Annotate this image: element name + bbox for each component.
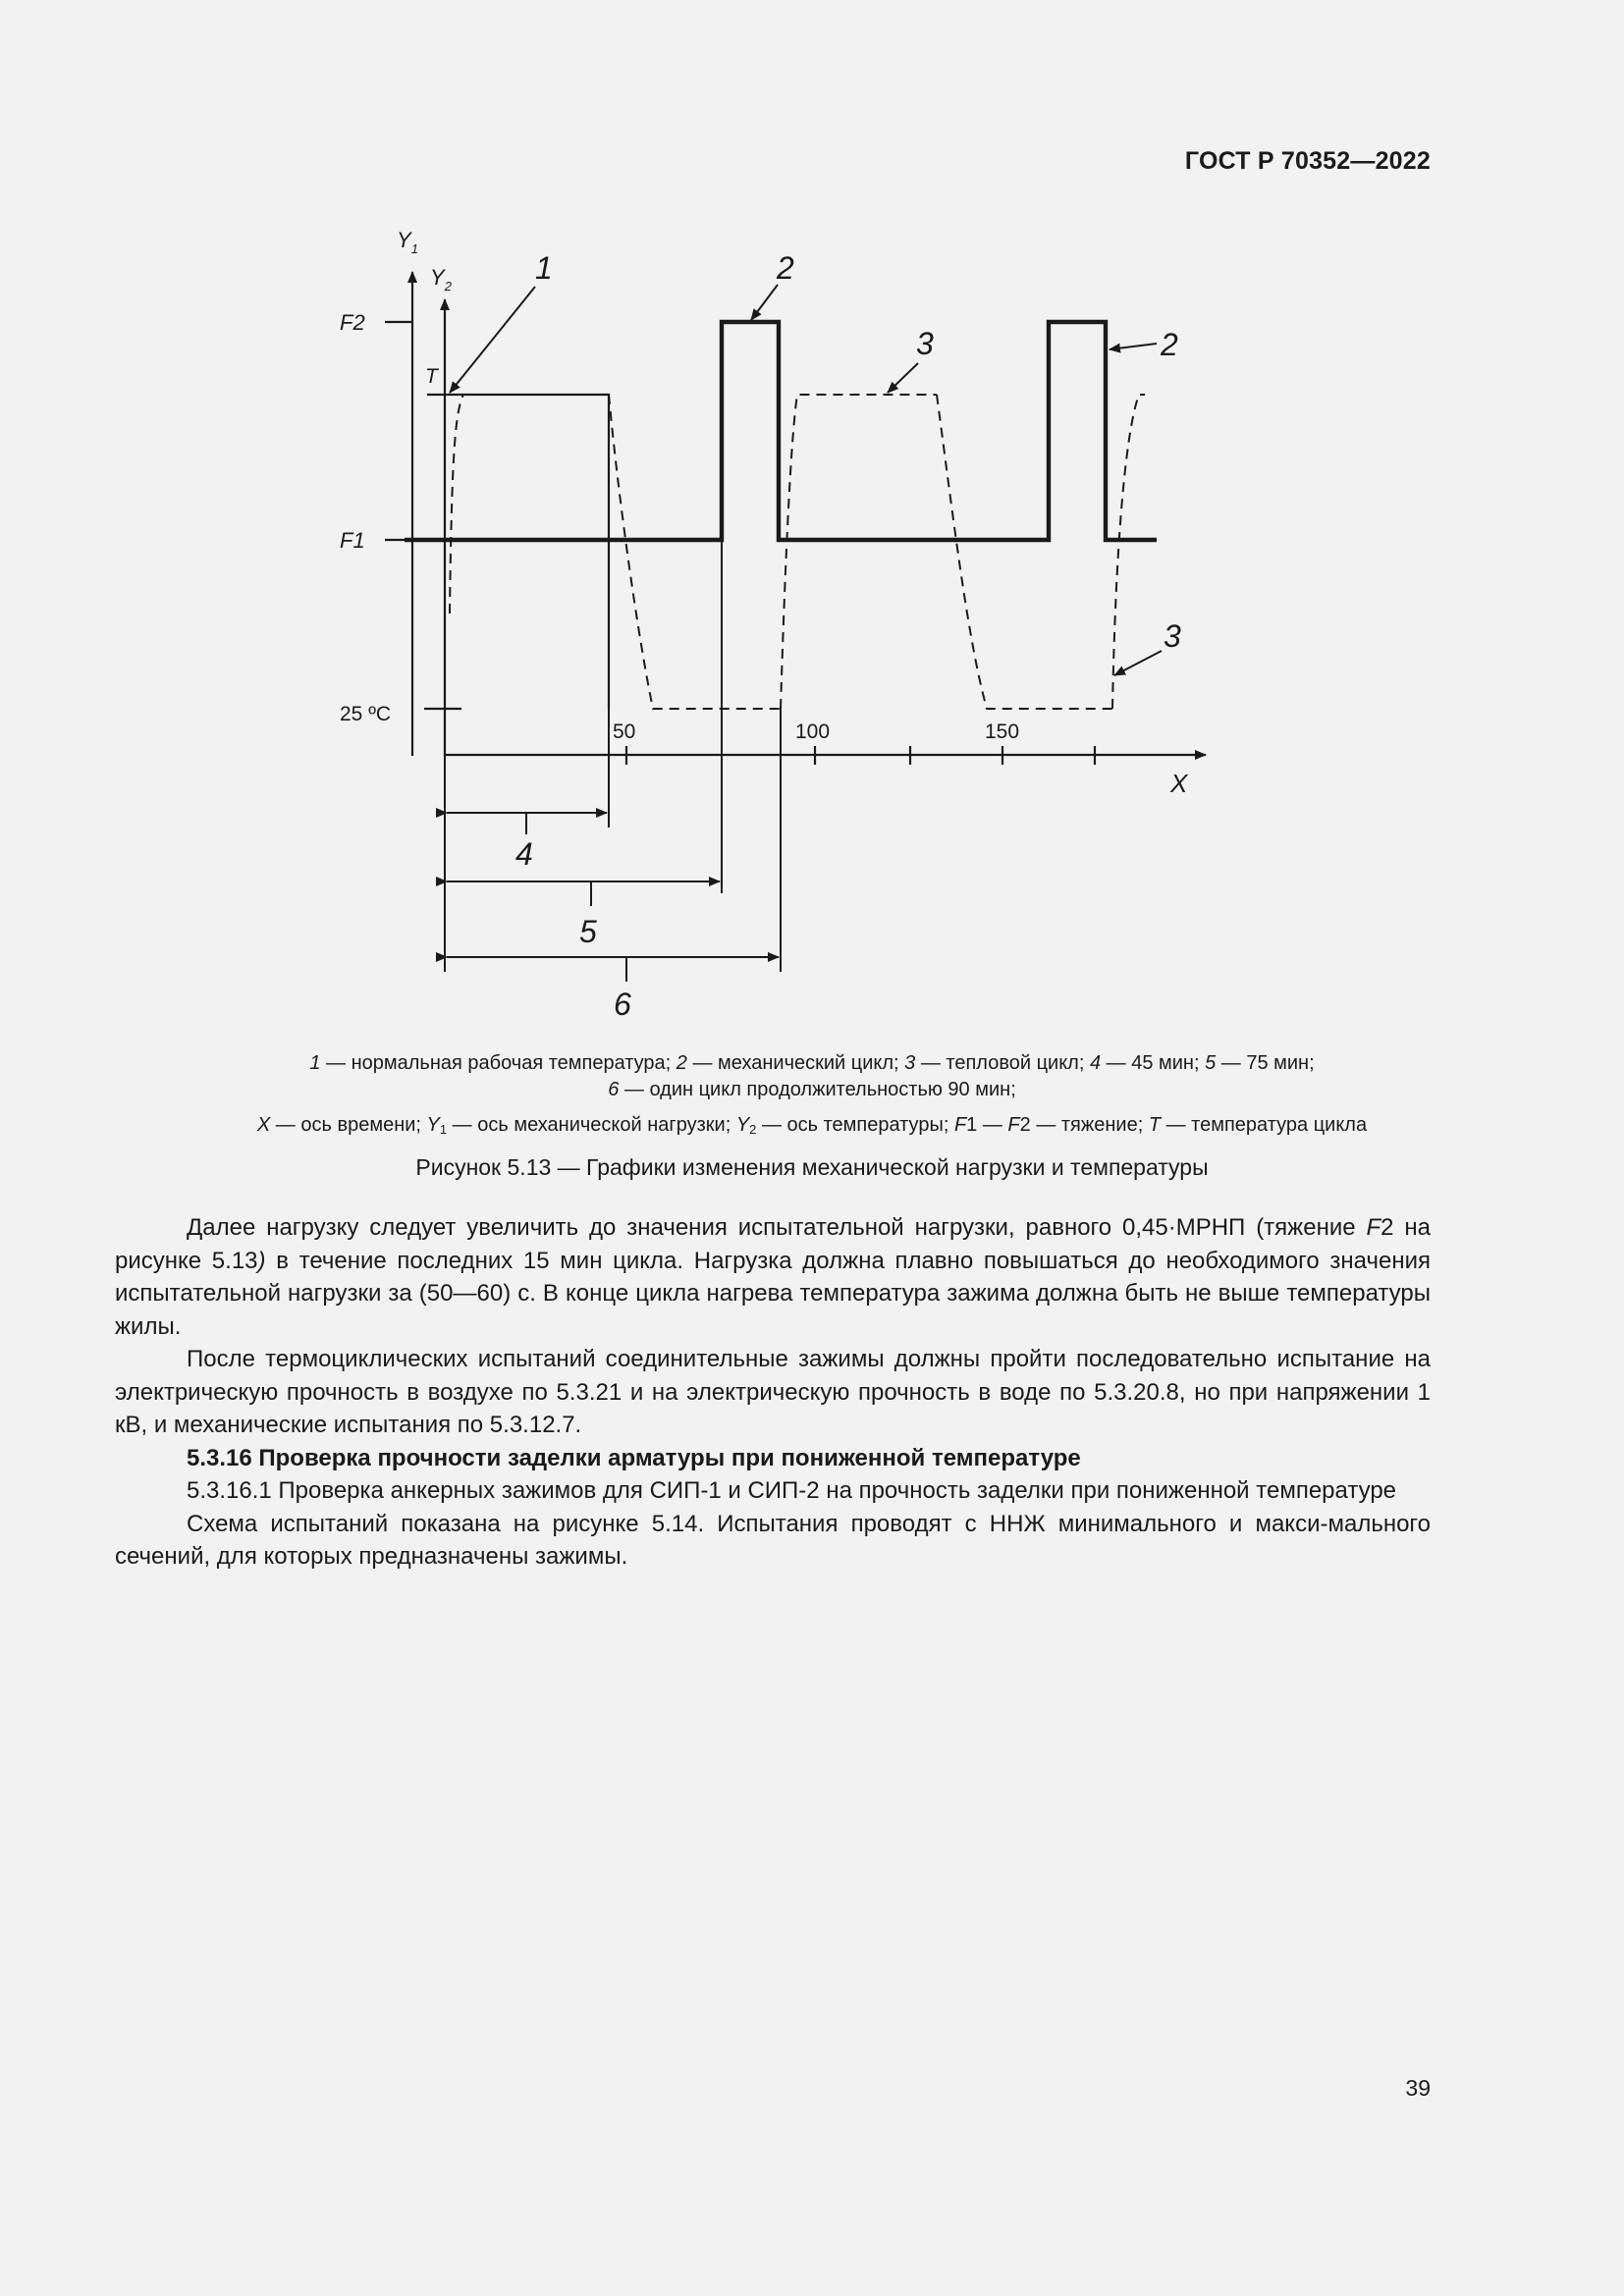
- working-temperature-line: [445, 395, 609, 709]
- paragraph-load-increase: Далее нагрузку следует увеличить до значения испытательной нагрузки, равного 0,45·МРНП (тяжение F2 на рисунке 5.13) в течение последних 15 мин цикла. Нагрузка должна плавно повышаться до необходимого значения испытательной нагрузки за (50—60) с. В конце цикла нагрева температура зажима должна быть не выше температуры жилы.: [115, 1214, 1431, 1340]
- callout-2a-label: 2: [777, 250, 794, 286]
- figure-legend-line-1: 1 — нормальная рабочая температура; 2 — механический цикл; 3 — тепловой цикл; 4 — 45 мин; 5 — 75 мин;: [309, 1052, 1315, 1074]
- tick-label-100: 100: [795, 721, 831, 743]
- y2-axis-label: $Y_2$: [430, 265, 452, 294]
- callout-3a-leader: [888, 363, 918, 393]
- callout-3b-label: 3: [1164, 618, 1181, 654]
- dimension-6: [447, 957, 779, 982]
- dimension-5-label: 5: [579, 914, 597, 949]
- section-heading-5-3-16: 5.3.16 Проверка прочности заделки арматуры при пониженной температуре: [187, 1444, 1081, 1471]
- paragraph-test-scheme: Схема испытаний показана на рисунке 5.14. Испытания проводят с ННЖ минимального и макси-мального сечений, для которых предназначены зажимы.: [115, 1510, 1431, 1570]
- callout-2b-label: 2: [1161, 327, 1178, 362]
- dimension-4-label: 4: [515, 836, 533, 872]
- y1-axis-label: $Y_1$: [397, 228, 418, 256]
- callout-1-leader: [450, 287, 535, 393]
- level-label-f1: F1: [340, 528, 365, 553]
- level-ticks: [385, 322, 461, 709]
- level-label-t: T: [425, 365, 438, 388]
- page-number: 39: [1405, 2075, 1431, 2101]
- dimension-4: [447, 813, 607, 834]
- body-text: [115, 1211, 1431, 1574]
- level-label-f2: F2: [340, 310, 365, 335]
- callout-3b-leader: [1114, 651, 1162, 675]
- figure-legend-line-3: X — ось времени; $Y_1$ — ось механической нагрузки; $Y_2$ — ось температуры; F1 — F2 — тяжение; T — температура цикла: [256, 1114, 1368, 1137]
- callout-2b-leader: [1110, 344, 1157, 349]
- dimension-5: [447, 881, 720, 906]
- tick-label-150: 150: [985, 721, 1020, 743]
- callout-3a-label: 3: [916, 326, 934, 361]
- mechanical-cycle-line: [405, 322, 1157, 540]
- figure-caption: Рисунок 5.13 — Графики изменения механической нагрузки и температуры: [415, 1154, 1209, 1180]
- document-header: ГОСТ Р 70352—2022: [1184, 147, 1431, 175]
- callout-2a-leader: [751, 285, 778, 320]
- load-temperature-diagram: [0, 0, 1624, 1041]
- level-label-25c: 25 ºC: [340, 703, 392, 725]
- paragraph-5-3-16-1: 5.3.16.1 Проверка анкерных зажимов для СИП-1 и СИП-2 на прочность заделки при пониженной температуре: [187, 1477, 1397, 1504]
- x-axis-label: X: [1170, 769, 1188, 798]
- figure-legend-line-2: 6 — один цикл продолжительностью 90 мин;: [608, 1079, 1016, 1100]
- paragraph-after-thermocycling: После термоциклических испытаний соединительные зажимы должны пройти последовательно испытание на электрическую прочность в воздухе по 5.3.21 и на электрическую прочность в воде по 5.3.20.8, но при напряжении 1 кВ, и механические испытания по 5.3.12.7.: [115, 1346, 1431, 1438]
- callout-1-label: 1: [535, 250, 553, 286]
- tick-label-50: 50: [613, 721, 636, 743]
- dimension-6-label: 6: [614, 987, 631, 1022]
- thermal-cycle-line: [450, 395, 1145, 709]
